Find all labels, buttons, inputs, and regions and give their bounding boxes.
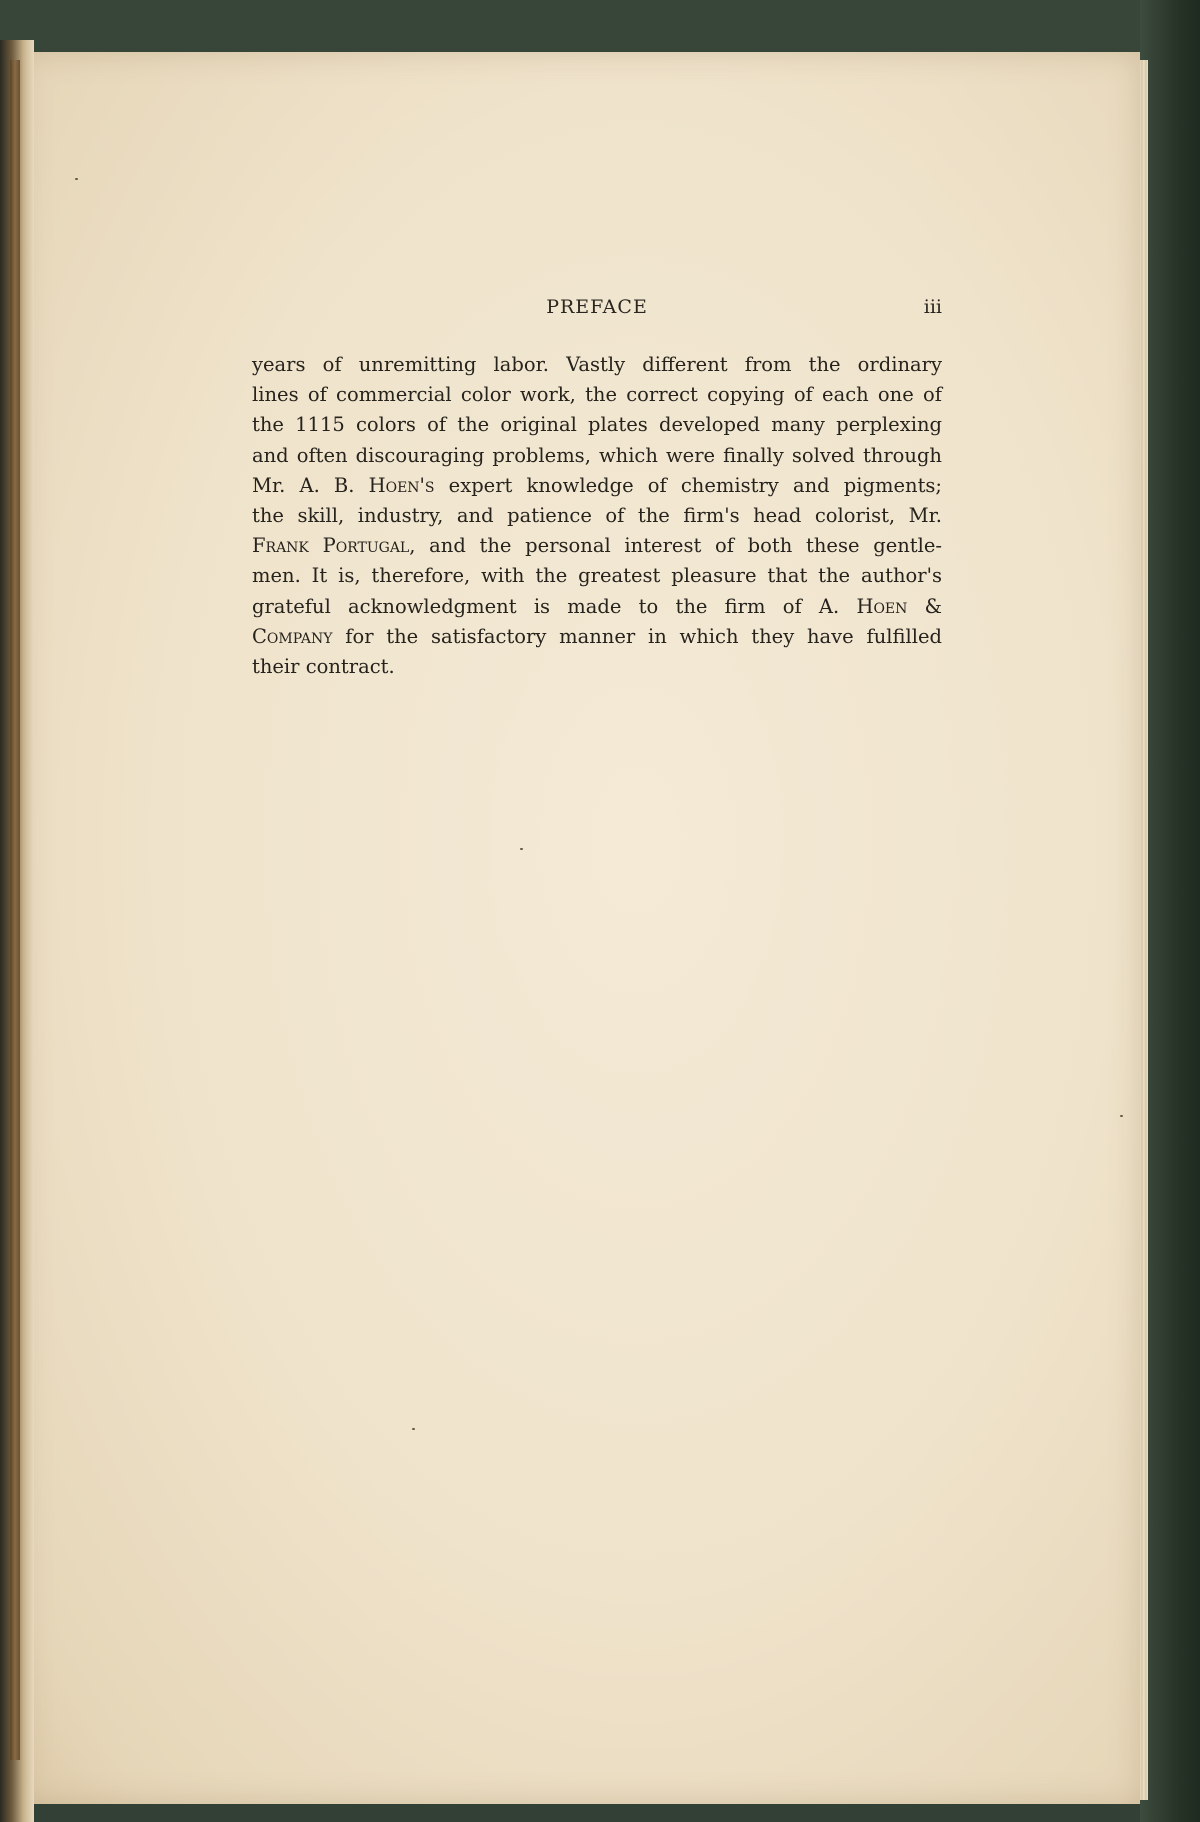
text-segment: & <box>907 594 943 618</box>
text-line: men. It is, therefore, with the greatest pleasure that the author's <box>252 564 942 588</box>
binding-tape <box>10 60 20 1760</box>
text-line: the 1115 colors of the original plates developed many perplexing <box>252 413 942 437</box>
text-line <box>252 471 942 501</box>
text-segment: Mr. A. B. <box>252 473 369 497</box>
paper-speck <box>75 178 78 180</box>
running-title: PREFACE <box>546 296 648 318</box>
text-line <box>252 531 942 561</box>
text-line: years of unremitting labor. Vastly different from the ordinary <box>252 353 942 376</box>
running-head <box>252 296 942 326</box>
page-edges <box>1140 60 1148 1800</box>
preface-paragraph <box>252 350 942 682</box>
text-segment: grateful acknowledgment is made to the firm of A. <box>252 594 857 618</box>
paper-speck <box>1120 1115 1123 1117</box>
person-name: Frank Portugal <box>252 534 410 558</box>
text-segment: for the satisfactory manner in which they have fulfilled <box>332 624 942 648</box>
text-segment: expert knowledge of chemistry and pigments; <box>434 473 942 497</box>
page-number: iii <box>923 296 942 318</box>
person-name: Hoen's <box>368 473 435 497</box>
text-line <box>252 592 942 622</box>
company-name: Hoen <box>856 594 908 618</box>
text-segment: , and the personal interest of both these gentle- <box>409 534 942 558</box>
paper-speck <box>412 1428 415 1430</box>
paper-speck <box>520 848 523 850</box>
company-name: Company <box>252 624 333 648</box>
text-line: their contract. <box>252 655 395 679</box>
text-line: lines of commercial color work, the correct copying of each one of <box>252 383 942 407</box>
text-line: the skill, industry, and patience of the firm's head colorist, Mr. <box>252 504 942 528</box>
text-line <box>252 622 942 652</box>
cover-edge <box>1140 0 1200 1822</box>
text-line: and often discouraging problems, which were finally solved through <box>252 443 942 467</box>
